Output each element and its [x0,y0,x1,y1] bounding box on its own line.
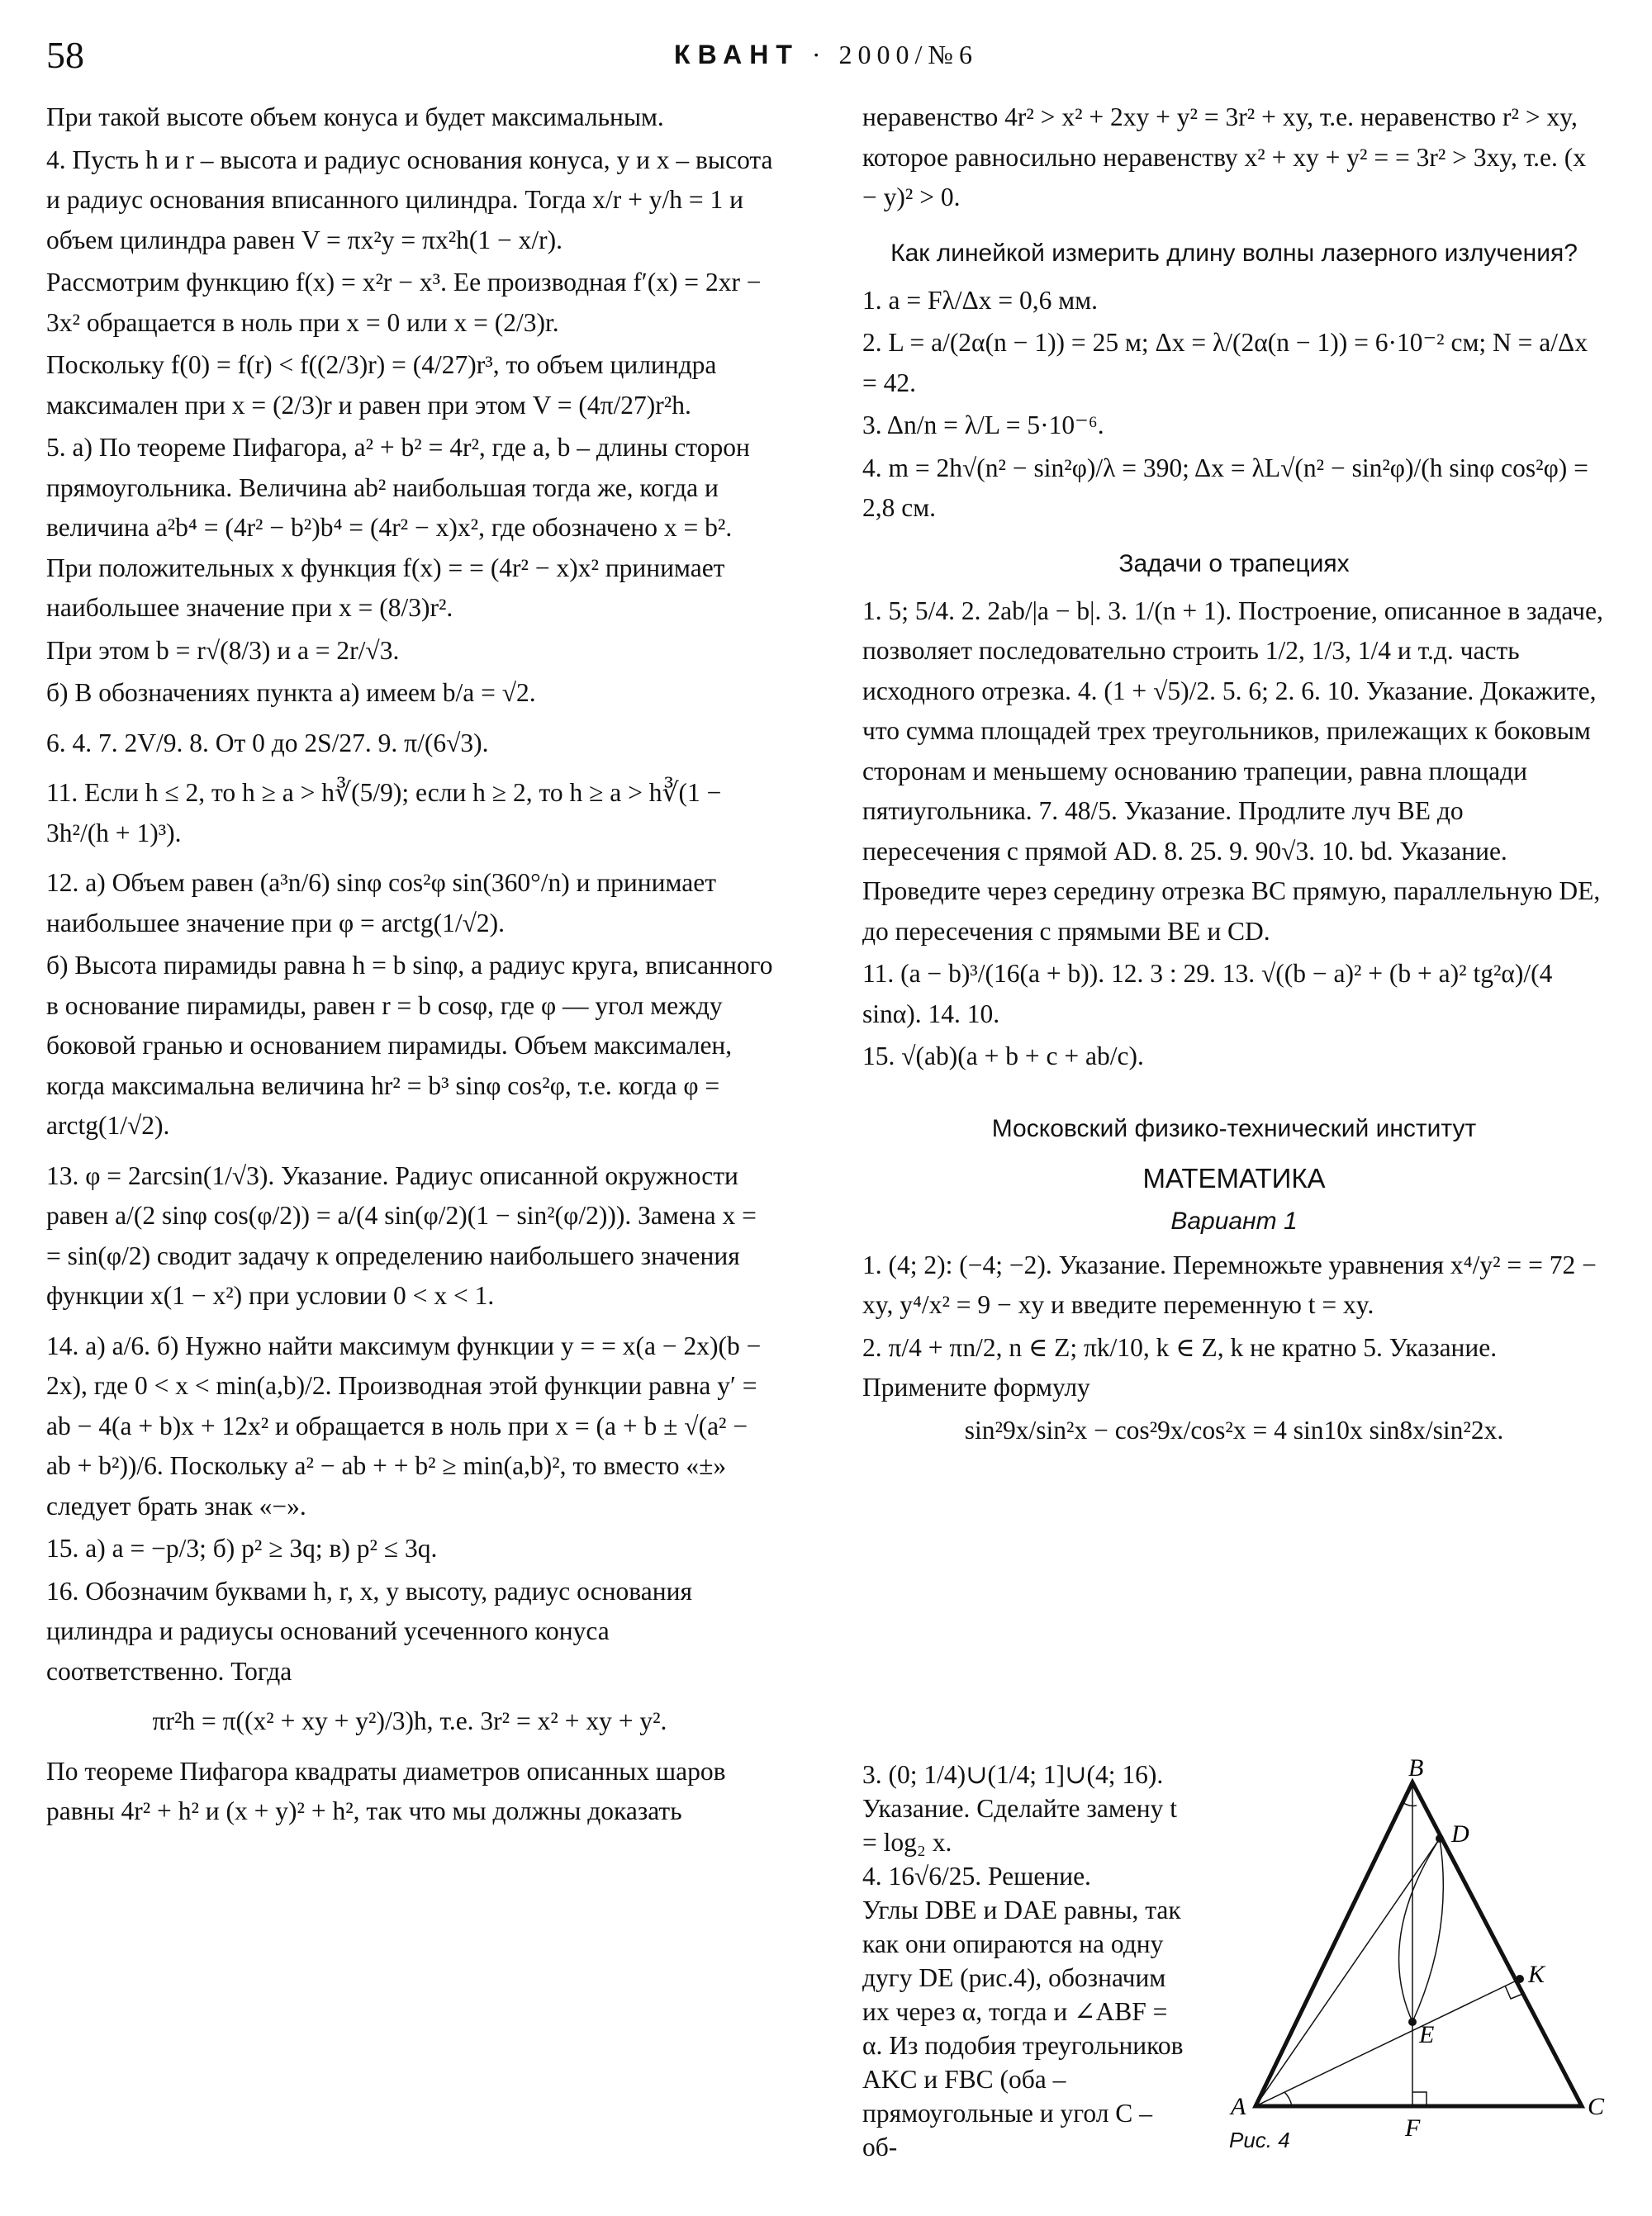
answer-5b: б) В обозначениях пункта а) имеем b/a = √2. [46,678,536,707]
trapezoid-answer-15: 15. √(ab)(a + b + c + ab/c). [862,1042,1144,1070]
mipt-answer-4: 4. 16√6/25. Решение. [862,1862,1091,1891]
mipt-answer-2: 2. π/4 + πn/2, n ∈ Z; πk/10, k ∈ Z, k не кратно 5. Указание. Примените формулу [862,1332,1498,1402]
point-d [1436,1834,1444,1843]
right-angle-f [1412,2092,1427,2106]
answer-4: 4. Пусть h и r – высота и радиус основания конуса, y и x – высота и радиус основания вписанного цилиндра. Тогда x/r + y/h = 1 и объем цилиндра равен V = πx²y = πx²h(1 − x/r). [46,145,773,254]
journal-title: КВАНТ [674,40,800,69]
angle-mark-a [1284,2092,1292,2106]
arc-de-inner [1399,1839,1440,2022]
laser-answer-3: 3. Δn/n = λ/L = 5·10⁻⁶. [862,410,1104,439]
answer-15: 15. а) a = −p/3; б) p² ≥ 3q; в) p² ≤ 3q. [46,1534,438,1563]
trapezoid-answers-11-14: 11. (a − b)³/(16(a + b)). 12. 3 : 29. 13. √((b − a)² + (b + a)² tg²α)/(4 sinα). 14. 10. [862,959,1553,1028]
paragraph: неравенство 4r² > x² + 2xy + y² = 3r² + xy, т.е. неравенство r² > xy, которое равносильно неравенству x² + xy + y² = = 3r² > 3xy, т.е. (x − y)² > 0. [862,102,1587,211]
mipt-answer-3-hint: Указание. Сделайте замену t = log₂ x. [862,1794,1177,1857]
answer-12b: б) Высота пирамиды равна h = b sinφ, а радиус круга, вписанного в основание пирамиды, равен r = b cosφ, где φ — угол между боковой гранью и основанием пирамиды. Объем максимален, когда максимальна величина hr² = b³ sinφ cos²φ, т.е. когда φ = arctg(1/√2). [46,951,773,1140]
laser-answer-2: 2. L = a/(2α(n − 1)) = 25 м; Δx = λ/(2α(n − 1)) = 6·10⁻² см; N = a/Δx = 42. [862,328,1588,397]
mipt-answer-1: 1. (4; 2): (−4; −2). Указание. Перемножьте уравнения x⁴/y² = = 72 − xy, y⁴/x² = 9 − xy и введите переменную t = xy. [862,1250,1597,1319]
laser-answer-4: 4. m = 2h√(n² − sin²φ)/λ = 390; Δx = λL√(n² − sin²φ)/(h sinφ cos²φ) = 2,8 см. [862,453,1588,522]
right-column [862,97,1606,1453]
answer-12a: 12. а) Объем равен (a³n/6) sinφ cos²φ sin(360°/n) и принимает наибольшее значение при φ = arctg(1/√2). [46,868,716,937]
answer-5a: 5. а) По теореме Пифагора, a² + b² = 4r², где a, b – длины сторон прямоугольника. Величина ab² наибольшая тогда же, когда и величина a²b⁴ = (4r² − b²)b⁴ = (4r² − x)x², где обозначено x = b². При положительных x функция f(x) = = (4r² − x)x² принимает наибольшее значение при x = (8/3)r². [46,433,750,622]
label-e: E [1419,2021,1435,2048]
laser-answer-1: 1. a = Fλ/Δx = 0,6 мм. [862,285,1099,315]
arc-de [1412,1839,1443,2022]
paragraph: По теореме Пифагора квадраты диаметров описанных шаров равны 4r² + h² и (x + y)² + h², так что мы должны доказать [46,1756,726,1825]
left-column [46,97,773,1834]
paragraph: При такой высоте объем конуса и будет максимальным. [46,102,664,131]
formula: πr²h = π((x² + xy + y²)/3)h, т.е. 3r² = x² + xy + y². [152,1706,667,1735]
section-heading-laser: Как линейкой измерить длину волны лазерного излучения? [890,239,1578,267]
answers-6-9: 6. 4. 7. 2V/9. 8. От 0 до 2S/27. 9. π/(6√3). [46,728,489,757]
label-k: K [1528,1961,1545,1988]
point-e [1408,2018,1417,2026]
page-header [0,0,1652,99]
variant-heading: Вариант 1 [1170,1207,1298,1235]
answer-11: 11. Если h ≤ 2, то h ≥ a > h∛(5/9); если h ≥ 2, то h ≥ a > h∛(1 − 3h²/(h + 1)³). [46,778,722,847]
section-heading-math: МАТЕМАТИКА [1142,1162,1326,1193]
paragraph: При этом b = r√(8/3) и a = 2r/√3. [46,635,400,665]
line-ak [1256,1979,1520,2106]
triangle-abc [1256,1782,1582,2106]
mipt-answer-3: 3. (0; 1/4)∪(1/4; 1]∪(4; 16). [862,1760,1164,1789]
issue-number: · 2000/№6 [811,40,978,69]
mipt-answer-4-solution: Углы DBE и DAE равны, так как они опираются на одну дугу DE (рис.4), обозначим их через α, тогда и ∠ABF = α. Из подобия треугольников AKC и FBC (оба – прямоугольные и угол C – об- [862,1896,1184,2161]
section-heading-mipt: Московский физико-технический институт [991,1114,1477,1142]
paragraph: Поскольку f(0) = f(r) < f((2/3)r) = (4/27)r³, то объем цилиндра максимален при x = (2/3)r и равен при этом V = (4π/27)r²h. [46,350,717,420]
label-d: D [1451,1820,1469,1848]
label-a: A [1231,2093,1246,2120]
label-c: C [1588,2093,1605,2120]
label-b: B [1408,1758,1424,1782]
page-number: 58 [46,34,84,76]
formula: sin²9x/sin²x − cos²9x/cos²x = 4 sin10x sin8x/sin²2x. [964,1415,1504,1445]
running-head [0,40,1652,70]
answer-16: 16. Обозначим буквами h, r, x, y высоту, радиус основания цилиндра и радиусы оснований усеченного конуса соответственно. Тогда [46,1576,692,1686]
label-f: F [1405,2114,1421,2142]
trapezoid-answers: 1. 5; 5/4. 2. 2ab/|a − b|. 3. 1/(n + 1). Построение, описанное в задаче, позволяет последовательно строить 1/2, 1/3, 1/4 и т.д. часть исходного отрезка. 4. (1 + √5)/2. 5. 6; 2. 6. 10. Указание. Докажите, что сумма площадей трех треугольников, прилежащих к боковым сторонам и меньшему основанию трапеции, равна площади пятиугольника. 7. 48/5. Указание. Продлите луч BE до пересечения с прямой AD. 8. 25. 9. 90√3. 10. bd. Указание. Проведите через середину отрезка BC прямую, параллельную DE, до пересечения с прямыми BE и CD. [862,596,1603,946]
paragraph: Рассмотрим функцию f(x) = x²r − x³. Ее производная f′(x) = 2xr − 3x² обращается в ноль при x = 0 или x = (2/3)r. [46,268,762,337]
figure-caption: Рис. 4 [1229,2128,1290,2152]
answer-13: 13. φ = 2arcsin(1/√3). Указание. Радиус описанной окружности равен a/(2 sinφ cos(φ/2)) = a/(4 sin(φ/2)(1 − sin²(φ/2))). Замена x = = sin(φ/2) сводит задачу к определению наибольшего значения функции x(1 − x²) при условии 0 < x < 1. [46,1160,757,1310]
answer-14: 14. а) a/6. б) Нужно найти максимум функции y = = x(a − 2x)(b − 2x), где 0 < x < min(a,b)/2. Производная этой функции равна y′ = ab − 4(a + b)x + 12x² и обращается в ноль при x = (a + b ± √(a² − ab + b²))/6. Поскольку a² − ab + + b² ≥ min(a,b)², то вместо «±» следует брать знак «−». [46,1331,762,1521]
figure-side-text [862,1758,1193,2164]
section-heading-trapezoid: Задачи о трапециях [1118,549,1350,577]
point-k [1516,1975,1524,1983]
